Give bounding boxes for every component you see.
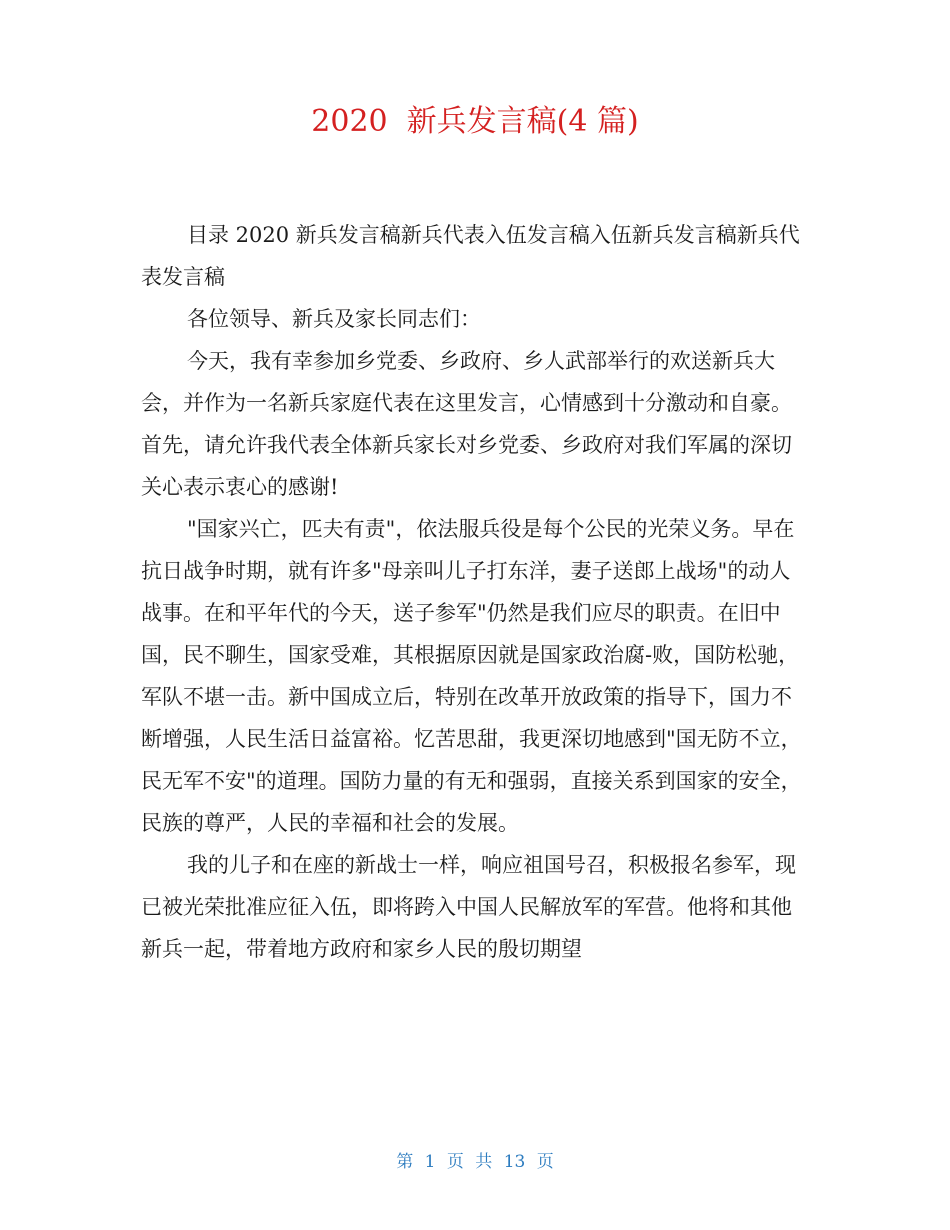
page-title: 2020 新兵发言稿(4 篇) [311, 104, 639, 139]
page-footer: 第 1 页 共 13 页 [396, 1152, 554, 1172]
paragraph-salutation: 各位领导、新兵及家长同志们： [187, 307, 481, 331]
paragraph-toc: 目录 2020 新兵发言稿新兵代表入伍发言稿入伍新兵发言稿新兵代表发言稿 [141, 223, 800, 289]
paragraph-son: 我的儿子和在座的新战士一样，响应祖国号召，积极报名参军，现已被光荣批准应征入伍，即将跨入中国人民解放军的军营。他将和其他新兵一起，带着地方政府和家乡人民的殷切期望 [141, 853, 796, 961]
paragraph-duty: "国家兴亡，匹夫有责"，依法服兵役是每个公民的光荣义务。早在抗日战争时期，就有许多"母亲叫儿子打东洋，妻子送郎上战场"的动人战事。在和平年代的今天，送子参军"仍然是我们应尽的职责。在旧中国，民不聊生，国家受难，其根据原因就是国家政治腐-败，国防松驰，军队不堪一击。新中国成立后，特别在改革开放政策的指导下，国力不断增强，人民生活日益富裕。忆苦思甜，我更深切地感到"国无防不立，民无军不安"的道理。国防力量的有无和强弱，直接关系到国家的安全，民族的尊严，人民的幸福和社会的发展。 [141, 517, 802, 835]
paragraph-intro: 今天，我有幸参加乡党委、乡政府、乡人武部举行的欢送新兵大会，并作为一名新兵家庭代表在这里发言，心情感到十分激动和自豪。首先，请允许我代表全体新兵家长对乡党委、乡政府对我们军属的深切关心表示衷心的感谢! [141, 349, 792, 499]
document-body [141, 214, 809, 970]
